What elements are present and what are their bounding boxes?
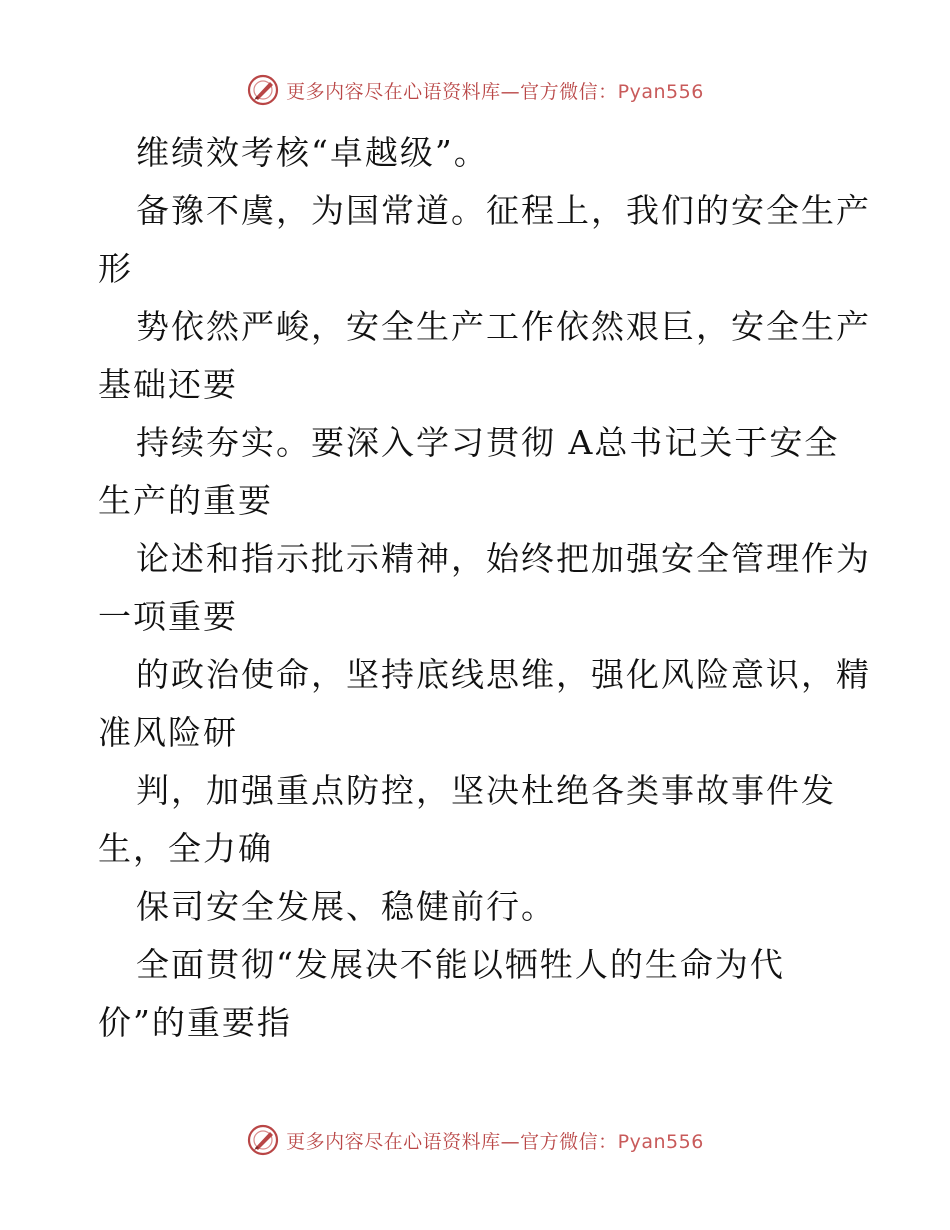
header-watermark [0,70,950,110]
text-line: 基础还要 [98,365,238,404]
text-line: 势依然严峻，安全生产工作依然艰巨，安全生产 [136,307,871,346]
quill-seal-logo-icon [246,73,280,107]
text-line: 准风险研 [98,713,238,752]
text-line: 维绩效考核“卓越级”。 [136,133,489,172]
text-line: 判，加强重点防控，坚决杜绝各类事故事件发 [136,771,836,810]
text-line: 形 [98,249,133,288]
text-line: 论述和指示批示精神，始终把加强安全管理作为 [136,539,871,578]
watermark-wechat-id: Pyan556 [617,80,704,103]
text-line: 生产的重要 [98,481,273,520]
text-line: 一项重要 [98,597,238,636]
watermark-text: 更多内容尽在心语资料库—官方微信：Pyan556 [286,1130,704,1153]
text-line: 备豫不虞，为国常道。征程上，我们的安全生产 [136,191,871,230]
document-body [98,124,871,1052]
quill-seal-logo-icon [246,1123,280,1157]
text-line: 全面贯彻“发展决不能以牺牲人的生命为代 [136,945,785,984]
text-line: 保司安全发展、稳健前行。 [136,887,556,926]
watermark-wechat-id: Pyan556 [617,1130,704,1153]
text-line: 生，全力确 [98,829,273,868]
text-line: 持续夯实。要深入学习贯彻 A总书记关于安全 [136,423,840,462]
footer-watermark [0,1120,950,1160]
text-line: 价”的重要指 [98,1003,292,1042]
text-line: 的政治使命，坚持底线思维，强化风险意识，精 [136,655,871,694]
watermark-text: 更多内容尽在心语资料库—官方微信：Pyan556 [286,80,704,103]
